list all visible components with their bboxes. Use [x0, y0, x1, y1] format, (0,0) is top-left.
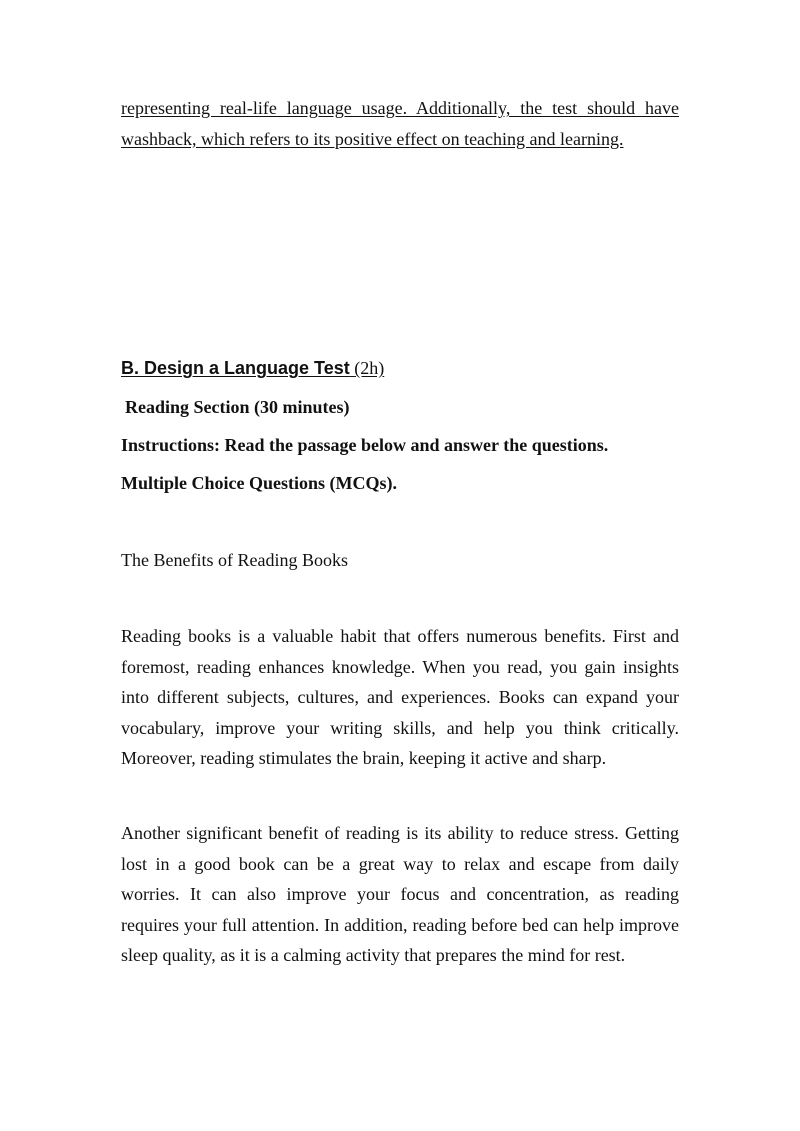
passage-paragraph-1: Reading books is a valuable habit that offers numerous benefits. First and foremost, reading enhances knowledge. When you read, you gain insights into different subjects, cultures, and experiences. Books can expand your vocabulary, improve your writing skills, and help you think critically. Moreover, reading stimulates the brain, keeping it active and sharp.	[121, 626, 679, 768]
passage-paragraph-2: Another significant benefit of reading is its ability to reduce stress. Getting lost in a good book can be a great way to relax and escape from daily worries. It can also improve your focus and concentration, as reading requires your full attention. In addition, reading before bed can help improve sleep quality, as it is a calming activity that prepares the mind for rest.	[121, 823, 679, 965]
reading-section-label: Reading Section (30 minutes)	[125, 397, 350, 417]
instructions-text: Instructions: Read the passage below and answer the questions.	[121, 435, 609, 455]
section-heading-label: B. Design a Language Test	[121, 358, 350, 378]
passage-title: The Benefits of Reading Books	[121, 550, 348, 570]
question-type-label: Multiple Choice Questions (MCQs).	[121, 473, 397, 493]
section-heading-time: (2h)	[354, 358, 385, 378]
section-heading	[121, 355, 384, 381]
intro-paragraph: representing real-life language usage. Additionally, the test should have washback, which refers to its positive effect on teaching and learning.	[121, 98, 679, 149]
